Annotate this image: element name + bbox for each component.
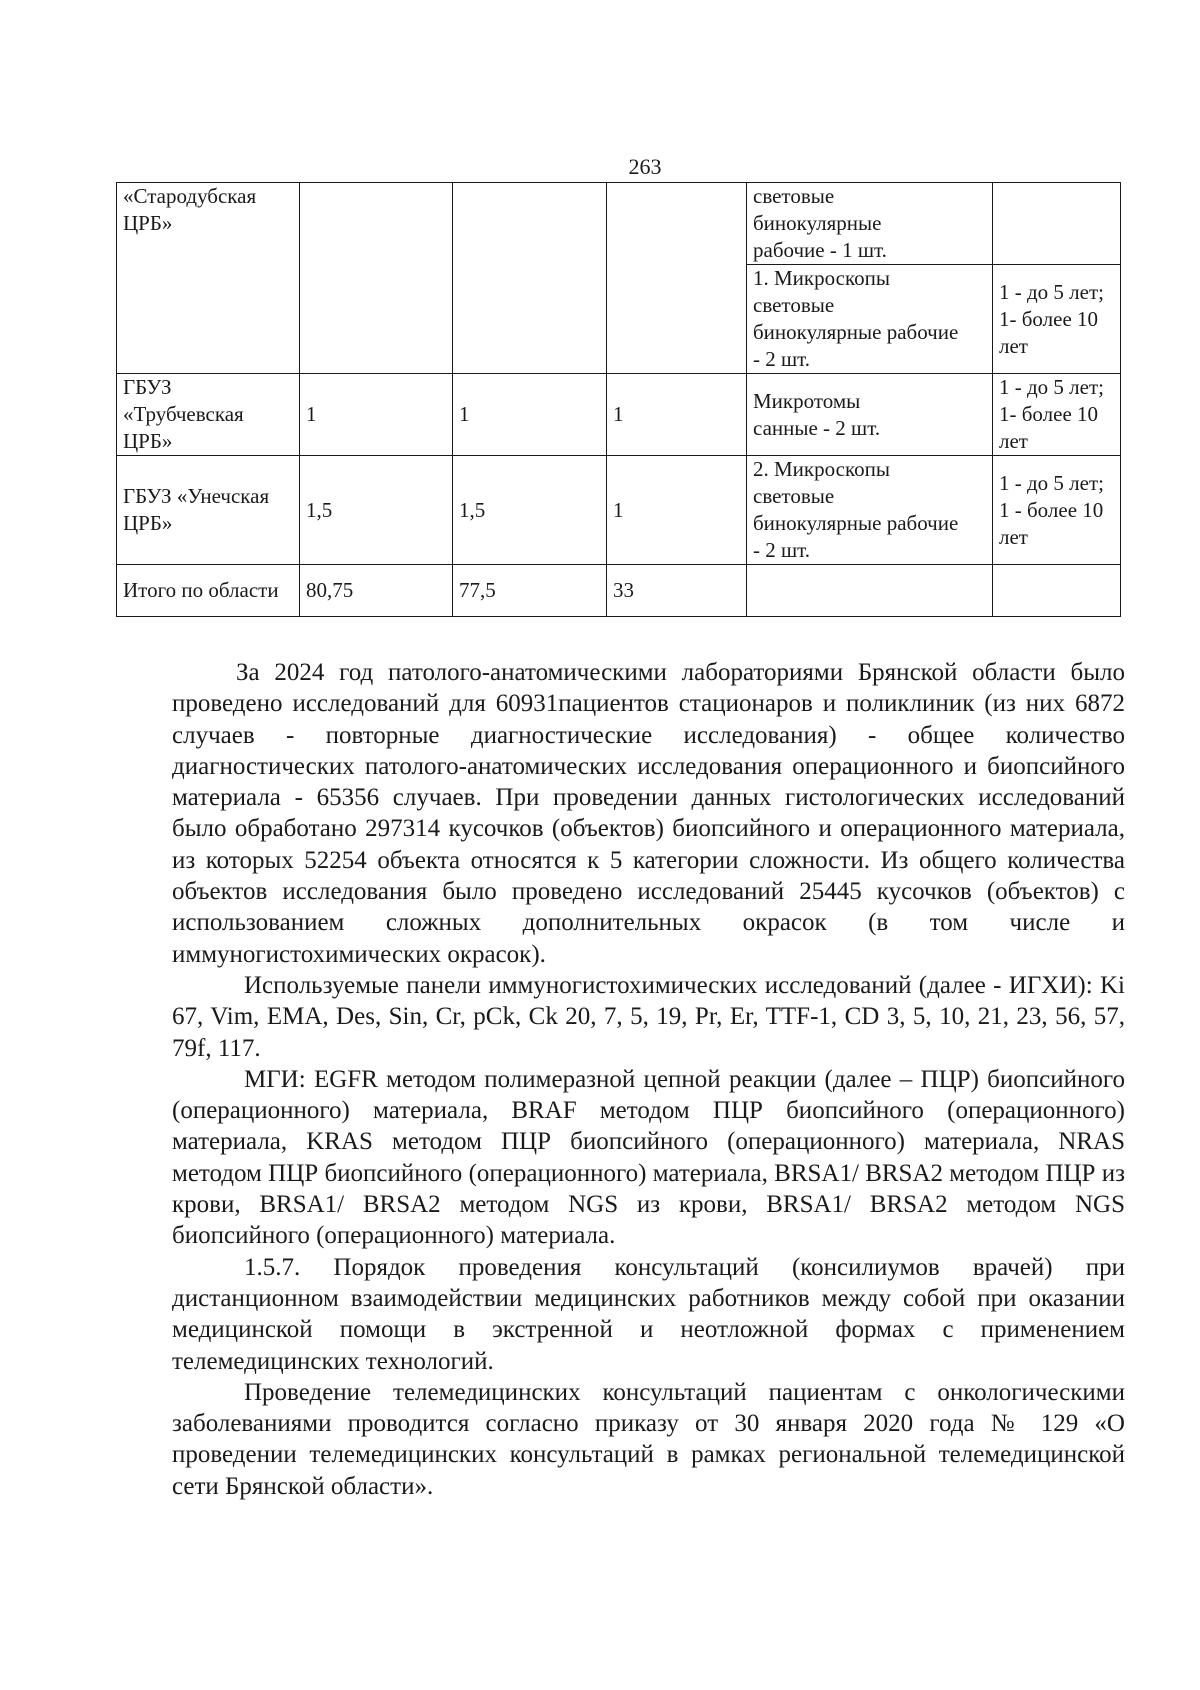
age-cell: 1 - до 5 лет; 1- более 10 лет xyxy=(993,265,1121,374)
age-cell xyxy=(993,565,1121,617)
value-cell xyxy=(607,183,747,374)
institution-cell: «Стародубская ЦРБ» xyxy=(117,183,300,374)
value-cell xyxy=(300,183,453,374)
institution-cell: ГБУЗ «Трубчевская ЦРБ» xyxy=(117,374,300,456)
value-cell: 1 xyxy=(607,374,747,456)
table-row xyxy=(117,565,1121,617)
table-row xyxy=(117,374,1121,456)
paragraph-ihc-panels: Используемые панели иммуногистохимических исследований (далее - ИГХИ): Ki 67, Vim, EMA, Des, Sin, Cr, pCk, Ck 20, 7, 5, 19, Pr, Er, TTF-1, CD 3, 5, 10, 21, 23, 56, 57, 79f, 117. xyxy=(172,971,1125,1062)
total-label-cell: Итого по области xyxy=(117,565,300,617)
paragraph-telemedicine: Проведение телемедицинских консультаций пациентам с онкологическими заболеваниями проводится согласно приказу от 30 января 2020 года № 129 «О проведении телемедицинских консультаций в рамках региональной телемедицинской сети Брянской области». xyxy=(172,1378,1125,1500)
value-cell: 1,5 xyxy=(300,456,453,565)
page-number: 263 xyxy=(628,154,662,179)
equipment-cell xyxy=(747,565,993,617)
total-value-cell: 77,5 xyxy=(453,565,607,617)
body-text xyxy=(172,657,1125,1502)
age-cell xyxy=(993,183,1121,265)
paragraph-mgi: МГИ: EGFR методом полимеразной цепной реакции (далее – ПЦР) биопсийного (операционного) материала, BRAF методом ПЦР биопсийного (операционного) материала, KRAS методом ПЦР биопсийного (операционного) материала, NRAS методом ПЦР биопсийного (операционного) материала, BRSA1/ BRSA2 методом ПЦР из крови, BRSA1/ BRSA2 методом NGS из крови, BRSA1/ BRSA2 методом NGS биопсийного (операционного) материала. xyxy=(172,1065,1125,1250)
age-cell: 1 - до 5 лет; 1- более 10 лет xyxy=(993,374,1121,456)
value-cell: 1,5 xyxy=(453,456,607,565)
value-cell: 1 xyxy=(453,374,607,456)
equipment-cell: световые бинокулярные рабочие - 1 шт. xyxy=(747,183,993,265)
institution-cell: ГБУЗ «Унечская ЦРБ» xyxy=(117,456,300,565)
total-value-cell: 80,75 xyxy=(300,565,453,617)
total-value-cell: 33 xyxy=(607,565,747,617)
value-cell: 1 xyxy=(300,374,453,456)
value-cell xyxy=(453,183,607,374)
table-row xyxy=(117,456,1121,565)
equipment-cell: Микротомы санные - 2 шт. xyxy=(747,374,993,456)
equipment-table xyxy=(116,182,1121,617)
value-cell: 1 xyxy=(607,456,747,565)
paragraph-statistics: За 2024 год патолого-анатомическими лабораториями Брянской области было проведено исследований для 60931пациентов стационаров и поликлиник (из них 6872 случаев - повторные диагностические исследования) - общее количество диагностических патолого-анатомических исследования операционного и биопсийного материала - 65356 случаев. При проведении данных гистологических исследований было обработано 297314 кусочков (объектов) биопсийного и операционного материала, из которых 52254 объекта относятся к 5 категории сложности. Из общего количества объектов исследования было проведено исследований 25445 кусочков (объектов) с использованием сложных дополнительных окрасок (в том числе и иммуногистохимических окрасок). xyxy=(172,659,1125,968)
table-row xyxy=(117,183,1121,265)
equipment-cell: 1. Микроскопы световые бинокулярные рабочие - 2 шт. xyxy=(747,265,993,374)
equipment-cell: 2. Микроскопы световые бинокулярные рабочие - 2 шт. xyxy=(747,456,993,565)
paragraph-section-1-5-7: 1.5.7. Порядок проведения консультаций (консилиумов врачей) при дистанционном взаимодействии медицинских работников между собой при оказании медицинской помощи в экстренной и неотложной формах с применением телемедицинских технологий. xyxy=(172,1253,1125,1375)
age-cell: 1 - до 5 лет; 1 - более 10 лет xyxy=(993,456,1121,565)
